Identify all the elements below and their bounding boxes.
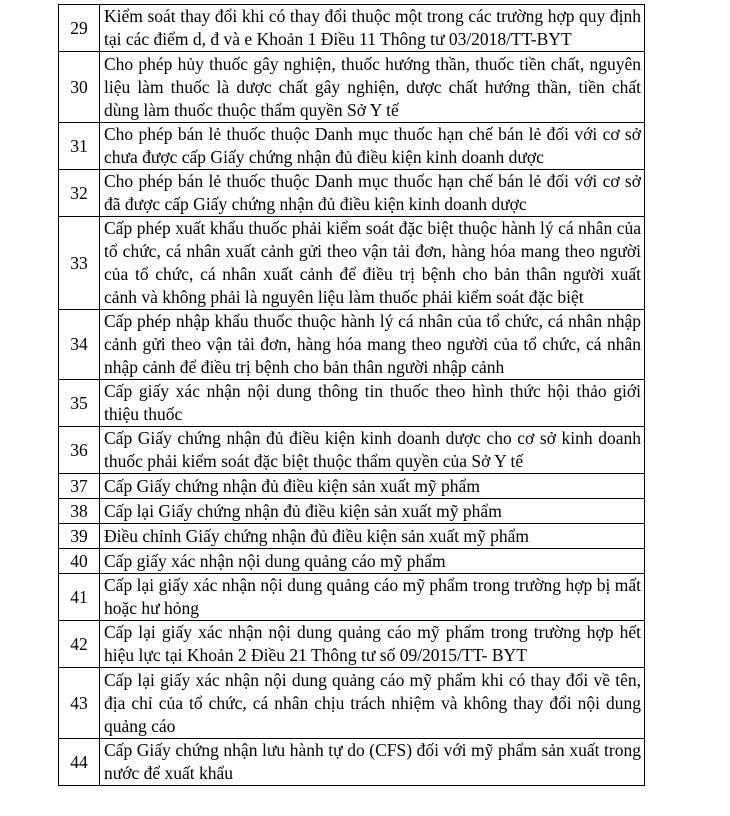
procedure-name: Cấp phép xuất khẩu thuốc phải kiểm soát đặc biệt thuộc hành lý cá nhân của tổ chức, cá nhân xuất cảnh gửi theo vận tải đơn, hàng hóa mang theo người của tổ chức, cá nhân xuất cảnh để điều trị bệnh cho bản thân người xuất cảnh và không phải là nguyên liệu làm thuốc phải kiểm soát đặc biệt <box>100 217 645 310</box>
procedure-name: Cho phép bán lẻ thuốc thuộc Danh mục thuốc hạn chế bán lẻ đối với cơ sở chưa được cấp Giấy chứng nhận đủ điều kiện kinh doanh dược <box>100 123 645 170</box>
table-row <box>59 380 645 427</box>
procedure-name: Cấp lại giấy xác nhận nội dung quảng cáo mỹ phẩm trong trường hợp bị mất hoặc hư hỏng <box>100 574 645 621</box>
row-number: 41 <box>59 574 100 621</box>
row-number: 30 <box>59 52 100 123</box>
table-row <box>59 52 645 123</box>
table-row <box>59 549 645 574</box>
row-number: 31 <box>59 123 100 170</box>
row-number: 43 <box>59 668 100 739</box>
row-number: 29 <box>59 5 100 52</box>
row-number: 34 <box>59 310 100 380</box>
procedure-name: Cấp lại giấy xác nhận nội dung quảng cáo mỹ phẩm trong trường hợp hết hiệu lực tại Khoản 2 Điều 21 Thông tư số 09/2015/TT- BYT <box>100 621 645 668</box>
table-row <box>59 170 645 217</box>
procedure-name: Cấp phép nhập khẩu thuốc thuộc hành lý cá nhân của tổ chức, cá nhân nhập cảnh gửi theo vận tải đơn, hàng hóa mang theo người của tổ chức, cá nhân nhập cảnh để điều trị bệnh cho bản thân người nhập cảnh <box>100 310 645 380</box>
row-number: 37 <box>59 474 100 499</box>
row-number: 36 <box>59 427 100 474</box>
table-row <box>59 739 645 786</box>
procedure-name: Kiểm soát thay đổi khi có thay đổi thuộc một trong các trường hợp quy định tại các điểm d, đ và e Khoản 1 Điều 11 Thông tư 03/2018/TT-BYT <box>100 5 645 52</box>
row-number: 39 <box>59 524 100 549</box>
table-row <box>59 310 645 380</box>
procedures-table <box>58 4 645 786</box>
procedure-name: Cấp giấy xác nhận nội dung thông tin thuốc theo hình thức hội thảo giới thiệu thuốc <box>100 380 645 427</box>
procedure-name: Cấp Giấy chứng nhận đủ điều kiện kinh doanh dược cho cơ sở kinh doanh thuốc phải kiểm soát đặc biệt thuộc thẩm quyền của Sở Y tế <box>100 427 645 474</box>
row-number: 44 <box>59 739 100 786</box>
procedure-name: Cấp lại giấy xác nhận nội dung quảng cáo mỹ phẩm khi có thay đổi về tên, địa chỉ của tổ chức, cá nhân chịu trách nhiệm và không thay đổi nội dung quảng cáo <box>100 668 645 739</box>
table-row <box>59 499 645 524</box>
row-number: 40 <box>59 549 100 574</box>
procedure-name: Điều chỉnh Giấy chứng nhận đủ điều kiện sản xuất mỹ phẩm <box>100 524 645 549</box>
row-number: 35 <box>59 380 100 427</box>
procedure-name: Cấp giấy xác nhận nội dung quảng cáo mỹ phẩm <box>100 549 645 574</box>
procedure-name: Cấp lại Giấy chứng nhận đủ điều kiện sản xuất mỹ phẩm <box>100 499 645 524</box>
table-row <box>59 524 645 549</box>
row-number: 32 <box>59 170 100 217</box>
row-number: 42 <box>59 621 100 668</box>
table-row <box>59 5 645 52</box>
table-row <box>59 474 645 499</box>
table-row <box>59 217 645 310</box>
row-number: 38 <box>59 499 100 524</box>
procedure-name: Cho phép bán lẻ thuốc thuộc Danh mục thuốc hạn chế bán lẻ đối với cơ sở đã được cấp Giấy chứng nhận đủ điều kiện kinh doanh dược <box>100 170 645 217</box>
table-row <box>59 427 645 474</box>
table-row <box>59 621 645 668</box>
table-row <box>59 668 645 739</box>
table-row <box>59 574 645 621</box>
procedure-name: Cấp Giấy chứng nhận đủ điều kiện sản xuất mỹ phẩm <box>100 474 645 499</box>
procedure-name: Cho phép hủy thuốc gây nghiện, thuốc hướng thần, thuốc tiền chất, nguyên liệu làm thuốc là dược chất gây nghiện, dược chất hướng thần, tiền chất dùng làm thuốc thuộc thẩm quyền Sở Y tế <box>100 52 645 123</box>
row-number: 33 <box>59 217 100 310</box>
procedure-name: Cấp Giấy chứng nhận lưu hành tự do (CFS) đối với mỹ phẩm sản xuất trong nước để xuất khẩu <box>100 739 645 786</box>
table-row <box>59 123 645 170</box>
